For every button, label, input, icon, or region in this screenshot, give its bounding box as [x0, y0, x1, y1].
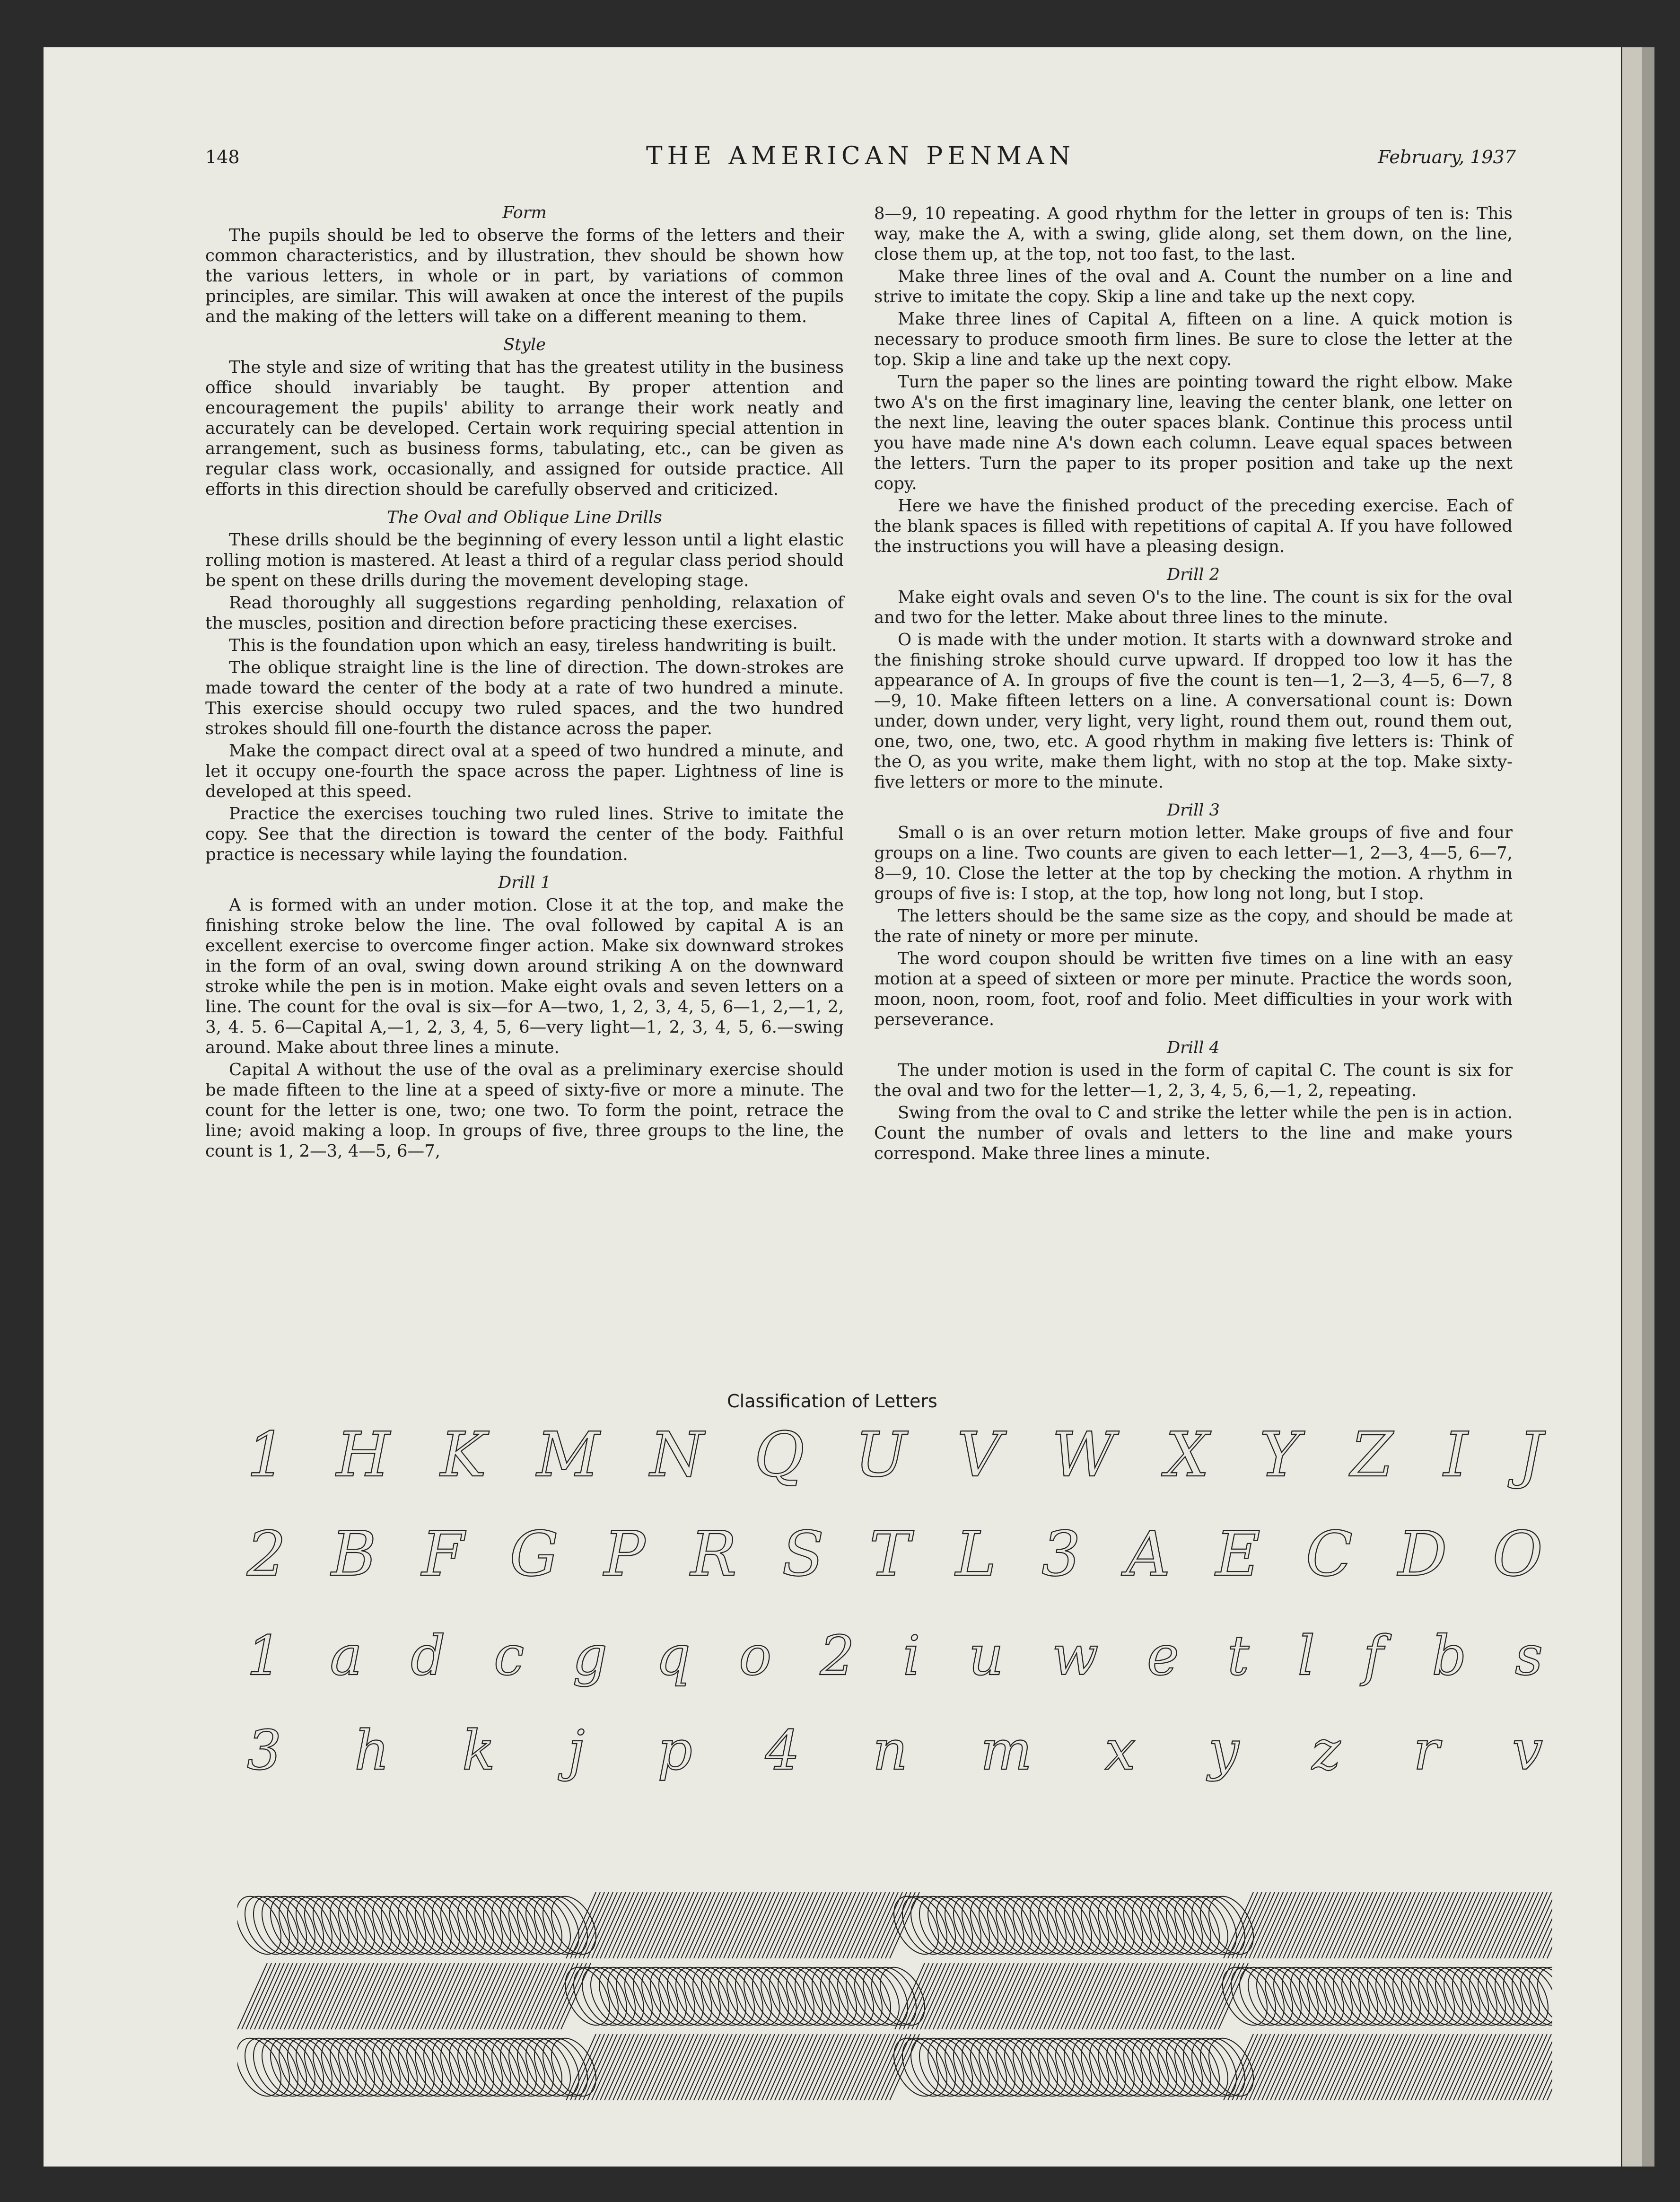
oval-drill	[1214, 1960, 1552, 2033]
right-column	[874, 203, 1513, 1166]
section-heading: Drill 4	[1167, 1038, 1220, 1057]
paragraph: O is made with the under motion. It starts with a downward stroke and the finishing stroke should curve upward. If dropped too low it has the appearance of A. In groups of five the count is ten—1, 2—3, 4—5, 6—7, 8—9, 10. Make fifteen letters on a line. A conversational count is: Down under, down under, very light, very light, round them out, round them out, one, two, one, two, etc. A good rhythm in making five letters is: Think of the O, as you write, make them light, with no stop at the top. Make sixty-five letters or more to the minute.	[874, 630, 1513, 792]
page-header	[205, 142, 1516, 180]
script-alphabet-figure	[237, 1424, 1552, 1850]
paragraph: Turn the paper so the lines are pointing toward the right elbow. Make two A's on the first imaginary line, leaving the center blank, one letter on the next line, leaving the outer spaces blank. Continue this process until you have made nine A's down each column. Leave equal spaces between the letters. Turn the paper to its proper position and take up the next copy.	[874, 372, 1513, 493]
oval-drill	[556, 1960, 934, 2033]
page-number: 148	[205, 147, 240, 167]
section-heading: Drill 2	[1167, 565, 1220, 584]
oval-drill	[237, 2031, 605, 2100]
section-heading: Drill 1	[498, 873, 551, 892]
paragraph: Make the compact direct oval at a speed of two hundred a minute, and let it occupy one-fourth the space across the paper. Lightness of line is developed at this speed.	[205, 741, 844, 801]
paragraph: 8—9, 10 repeating. A good rhythm for the letter in groups of ten is: This way, make the A, with a swing, glide along, set them down, on the line, close them up, at the top, not too fast, to the last.	[874, 204, 1513, 264]
oblique-line-drill	[895, 1963, 1248, 2029]
script-row: 1 H K M N Q U V W X Y Z I J	[247, 1424, 1543, 1491]
section-heading: Style	[503, 335, 546, 354]
oval-drill	[885, 2031, 1263, 2100]
paragraph: The style and size of writing that has the greatest utility in the business office should invariably be taught. By proper attention and encouragement the pupils' ability to arrange their work neatly and accurately can be developed. Certain work requiring special attention in arrangement, such as business forms, tabulating, etc., can be given as regular class work, occasionally, and assigned for outside practice. All efforts in this direction should be carefully observed and criticized.	[205, 358, 844, 499]
left-column	[205, 203, 844, 1163]
oblique-line-drill	[237, 1963, 591, 2029]
paragraph: Make three lines of Capital A, fifteen on a line. A quick motion is necessary to produce smooth firm lines. Be sure to close the letter at the top. Skip a line and take up the next copy.	[874, 309, 1513, 369]
oval-drills-figure	[237, 1892, 1552, 2100]
page-edge	[1622, 47, 1642, 2167]
paragraph: A is formed with an under motion. Close it at the top, and make the finishing stroke below the line. The oval followed by capital A is an excellent exercise to overcome finger action. Make six downward strokes in the form of an oval, swing down around striking A on the downward stroke while the pen is in motion. Make eight ovals and seven letters on a line. The count for the oval is six—for A—two, 1, 2, 3, 4, 5, 6—1, 2,—1, 2, 3, 4. 5. 6—Capital A,—1, 2, 3, 4, 5, 6—very light—1, 2, 3, 4, 5, 6.—swing around. Make about three lines a minute.	[205, 895, 844, 1057]
oval-drill	[885, 1892, 1263, 1962]
paragraph: Here we have the finished product of the preceding exercise. Each of the blank spaces is filled with repetitions of capital A. If you have followed the instructions you will have a pleasing design.	[874, 496, 1513, 556]
magazine-page	[44, 47, 1621, 2167]
oval-drill	[237, 1892, 605, 1962]
paragraph: The under motion is used in the form of capital C. The count is six for the oval and two for the letter—1, 2, 3, 4, 5, 6,—1, 2, repeating.	[874, 1061, 1513, 1100]
section-heading: The Oval and Oblique Line Drills	[387, 508, 662, 527]
paragraph: These drills should be the beginning of every lesson until a light elastic rolling motion is mastered. At least a third of a regular class period should be spent on these drills during the movement developing stage.	[205, 530, 844, 590]
paragraph: The pupils should be led to observe the forms of the letters and their common characteristics, and by illustration, thev should be shown how the various letters, in whole or in part, by variations of common principles, are similar. This will awaken at once the interest of the pupils and the making of the letters will take on a different meaning to them.	[205, 226, 844, 326]
issue-date: February, 1937	[1378, 147, 1516, 167]
binding-edge	[1642, 47, 1654, 2167]
paragraph: Small o is an over return motion letter. Make groups of five and four groups on a line. Two counts are given to each letter—1, 2—3, 4—5, 6—7, 8—9, 10. Close the letter at the top by checking the motion. A rhythm in groups of five is: I stop, at the top, how long not long, but I stop.	[874, 823, 1513, 904]
paragraph: Make eight ovals and seven O's to the line. The count is six for the oval and two for the letter. Make about three lines to the minute.	[874, 588, 1513, 627]
oblique-line-drill	[566, 2034, 919, 2100]
paragraph: Make three lines of the oval and A. Count the number on a line and strive to imitate the copy. Skip a line and take up the next copy.	[874, 267, 1513, 307]
paragraph: Read thoroughly all suggestions regarding penholding, relaxation of the muscles, position and direction before practicing these exercises.	[205, 593, 844, 633]
paragraph: Practice the exercises touching two ruled lines. Strive to imitate the copy. See that the direction is toward the center of the body. Faithful practice is necessary while laying the foundation.	[205, 804, 844, 864]
script-row: 2 B F G P R S T L 3 A E C D O	[247, 1518, 1543, 1590]
script-row: 1 a d c g q o 2 i u w e t l f b s	[247, 1624, 1543, 1688]
magazine-title: THE AMERICAN PENMAN	[646, 142, 1076, 170]
paragraph: This is the foundation upon which an easy, tireless handwriting is built.	[229, 636, 837, 655]
oblique-line-drill	[1224, 1892, 1552, 1958]
paragraph: The oblique straight line is the line of direction. The down-strokes are made toward the center of the body at a rate of two hundred a minute. This exercise should occupy two ruled spaces, and the two hundred strokes should fill one-fourth the distance across the paper.	[205, 658, 844, 738]
oblique-line-drill	[566, 1892, 919, 1958]
script-row: 3 h k j p 4 n m x y z r v	[247, 1719, 1543, 1782]
oblique-line-drill	[1224, 2034, 1552, 2100]
figure-caption: Classification of Letters	[727, 1391, 937, 1412]
section-heading: Form	[502, 203, 547, 222]
paragraph: The word coupon should be written five times on a line with an easy motion at a speed of sixteen or more per minute. Practice the words soon, moon, noon, room, foot, roof and folio. Meet difficulties in your work with perseverance.	[874, 949, 1513, 1029]
paragraph: Swing from the oval to C and strike the letter while the pen is in action. Count the number of ovals and letters to the line and make yours correspond. Make three lines a minute.	[874, 1103, 1513, 1163]
section-heading: Drill 3	[1167, 801, 1220, 820]
paragraph: The letters should be the same size as the copy, and should be made at the rate of ninety or more per minute.	[874, 906, 1513, 946]
paragraph: Capital A without the use of the oval as a preliminary exercise should be made fifteen to the line at a speed of sixty-five or more a minute. The count for the letter is one, two; one two. To form the point, retrace the line; avoid making a loop. In groups of five, three groups to the line, the count is 1, 2—3, 4—5, 6—7,	[205, 1060, 844, 1161]
